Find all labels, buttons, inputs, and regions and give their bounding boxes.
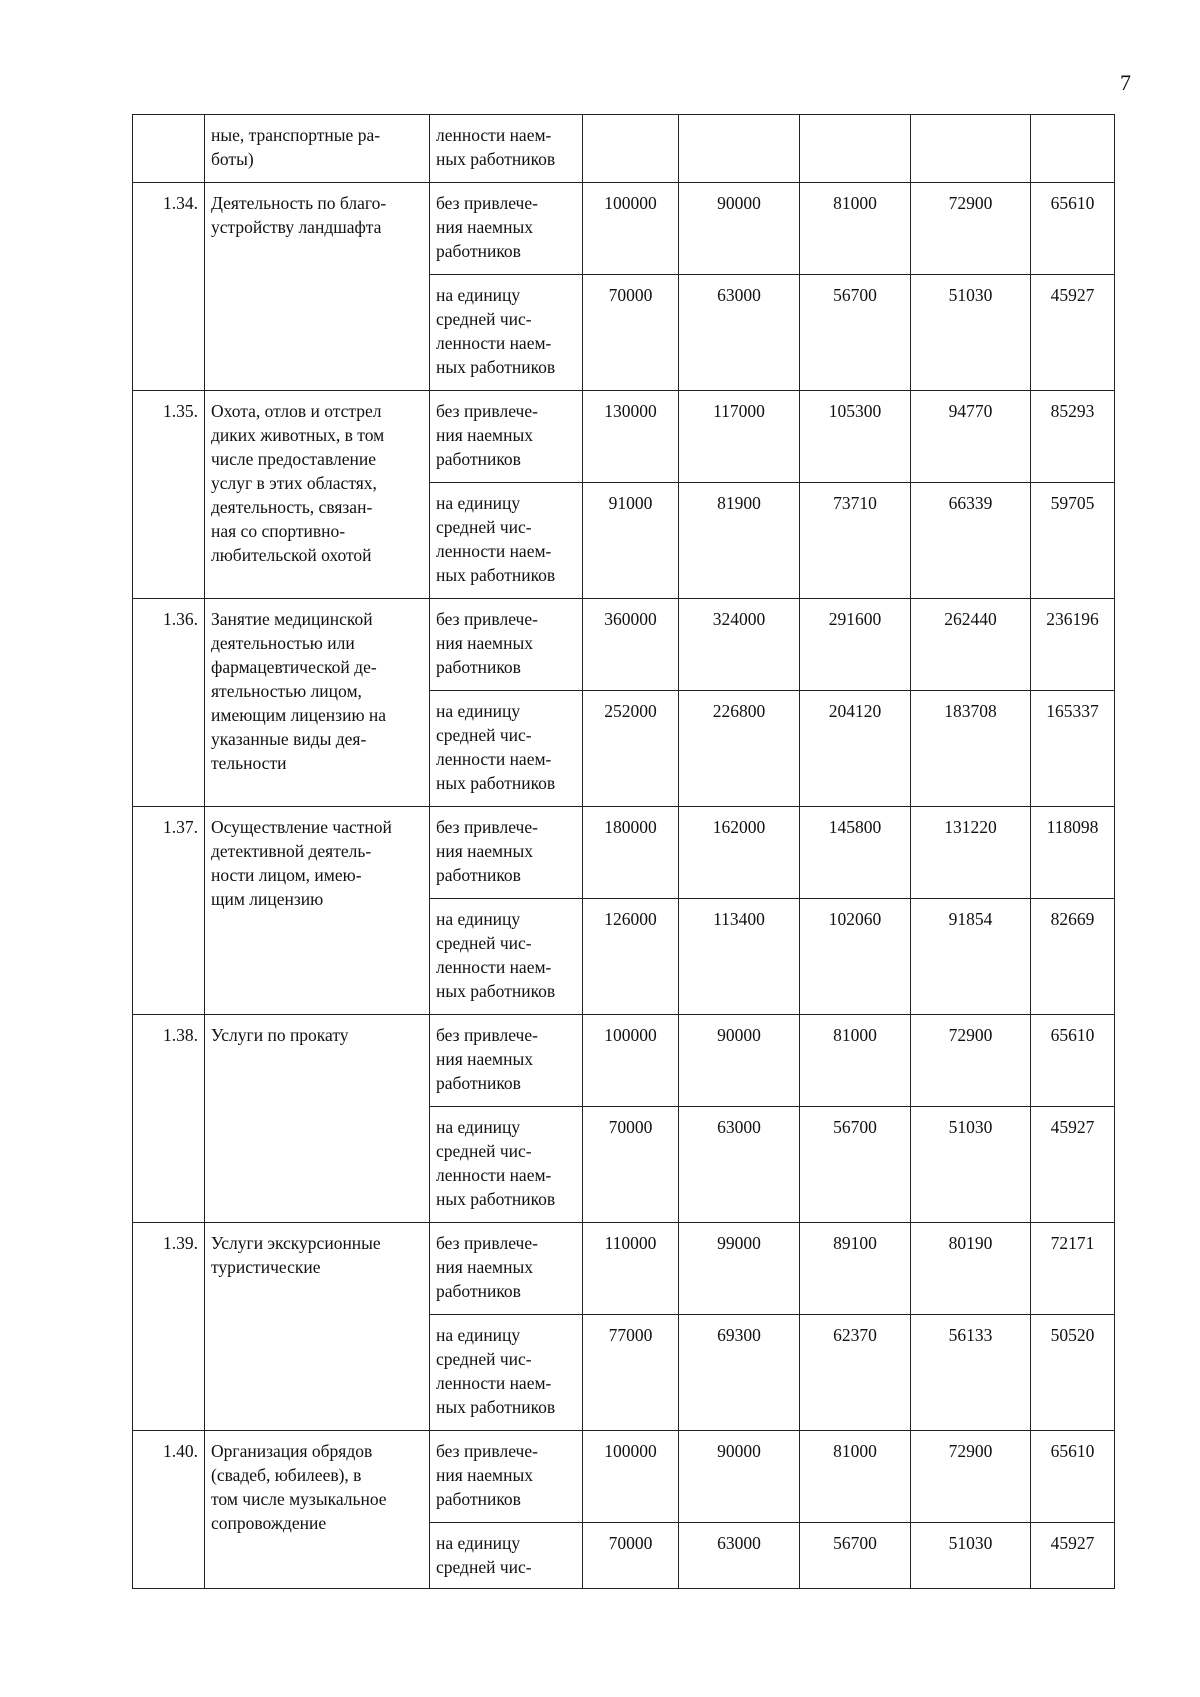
condition-line: ных работников [436, 981, 556, 1001]
activity-name-line: (свадеб, юбилеев), в [211, 1465, 362, 1485]
activity-name-line: диких животных, в том [211, 425, 385, 445]
table-row [133, 1015, 1115, 1107]
activity-name-line: фармацевтической де- [211, 657, 377, 677]
value-cell: 165337 [1031, 691, 1115, 807]
condition-line: ленности наем- [436, 1165, 552, 1185]
value-cell: 126000 [583, 899, 679, 1015]
activity-name-line: числе предоставление [211, 449, 376, 469]
condition-line: средней чис- [436, 1349, 532, 1369]
value-cell: 56133 [911, 1315, 1031, 1431]
tariff-table [132, 114, 1115, 1589]
condition-cell [430, 807, 583, 899]
activity-name-line: Осуществление частной [211, 817, 392, 837]
condition-line: ленности наем- [436, 541, 552, 561]
condition-line: средней чис- [436, 517, 532, 537]
condition-line: на единицу [436, 285, 521, 305]
activity-name-cell [205, 1431, 430, 1589]
table-row [133, 1223, 1115, 1315]
value-cell: 65610 [1031, 1431, 1115, 1523]
value-cell: 94770 [911, 391, 1031, 483]
activity-name-line: туристические [211, 1257, 321, 1277]
condition-cell [430, 115, 583, 183]
value-cell: 183708 [911, 691, 1031, 807]
row-number-cell: 1.36. [133, 599, 205, 807]
condition-cell [430, 599, 583, 691]
condition-line: средней чис- [436, 725, 532, 745]
table-row [133, 599, 1115, 691]
value-cell: 89100 [800, 1223, 911, 1315]
value-cell [679, 115, 800, 183]
value-cell: 226800 [679, 691, 800, 807]
value-cell: 72900 [911, 183, 1031, 275]
value-cell: 262440 [911, 599, 1031, 691]
value-cell: 130000 [583, 391, 679, 483]
activity-name-line: том числе музыкальное [211, 1489, 387, 1509]
condition-line: работников [436, 865, 521, 885]
row-number-cell: 1.38. [133, 1015, 205, 1223]
value-cell: 70000 [583, 1107, 679, 1223]
value-cell: 70000 [583, 1523, 679, 1589]
activity-name-line: указанные виды дея- [211, 729, 367, 749]
condition-line: на единицу [436, 701, 521, 721]
value-cell: 51030 [911, 1107, 1031, 1223]
condition-line: ния наемных [436, 1257, 534, 1277]
activity-name-line: имеющим лицензию на [211, 705, 387, 725]
value-cell: 117000 [679, 391, 800, 483]
value-cell: 72900 [911, 1431, 1031, 1523]
value-cell: 291600 [800, 599, 911, 691]
value-cell: 63000 [679, 1523, 800, 1589]
activity-name-line: Организация обрядов [211, 1441, 373, 1461]
condition-line: ленности наем- [436, 749, 552, 769]
value-cell [583, 115, 679, 183]
activity-name-cell [205, 1015, 430, 1223]
condition-line: средней чис- [436, 309, 532, 329]
value-cell: 90000 [679, 183, 800, 275]
activity-name-line: Занятие медицинской [211, 609, 373, 629]
activity-name-line: услуг в этих областях, [211, 473, 377, 493]
condition-line: без привлече- [436, 1025, 538, 1045]
value-cell: 162000 [679, 807, 800, 899]
value-cell: 66339 [911, 483, 1031, 599]
activity-name-cell [205, 391, 430, 599]
row-number-cell: 1.39. [133, 1223, 205, 1431]
condition-cell [430, 483, 583, 599]
condition-line: ния наемных [436, 1465, 534, 1485]
activity-name-cell [205, 115, 430, 183]
condition-line: на единицу [436, 493, 521, 513]
value-cell: 50520 [1031, 1315, 1115, 1431]
value-cell: 72171 [1031, 1223, 1115, 1315]
value-cell: 62370 [800, 1315, 911, 1431]
value-cell: 69300 [679, 1315, 800, 1431]
value-cell [1031, 115, 1115, 183]
condition-line: ния наемных [436, 425, 534, 445]
condition-cell [430, 899, 583, 1015]
value-cell: 100000 [583, 183, 679, 275]
activity-name-line: деятельность, связан- [211, 497, 373, 517]
value-cell: 91854 [911, 899, 1031, 1015]
table-row [133, 115, 1115, 183]
value-cell: 85293 [1031, 391, 1115, 483]
activity-name-line: ности лицом, имею- [211, 865, 362, 885]
table-row [133, 183, 1115, 275]
activity-name-line: ные, транспортные ра- [211, 125, 381, 145]
value-cell: 82669 [1031, 899, 1115, 1015]
activity-name-cell [205, 599, 430, 807]
value-cell: 204120 [800, 691, 911, 807]
condition-cell [430, 1223, 583, 1315]
value-cell: 324000 [679, 599, 800, 691]
condition-line: ных работников [436, 149, 556, 169]
condition-cell [430, 1107, 583, 1223]
condition-line: без привлече- [436, 401, 538, 421]
value-cell: 45927 [1031, 1523, 1115, 1589]
condition-line: ния наемных [436, 217, 534, 237]
condition-line: ных работников [436, 1189, 556, 1209]
condition-line: без привлече- [436, 1441, 538, 1461]
condition-line: работников [436, 449, 521, 469]
activity-name-line: ная со спортивно- [211, 521, 346, 541]
activity-name-line: Услуги по прокату [211, 1025, 349, 1045]
condition-line: ных работников [436, 357, 556, 377]
value-cell: 90000 [679, 1015, 800, 1107]
condition-line: ных работников [436, 773, 556, 793]
page-number: 7 [1120, 70, 1131, 95]
activity-name-line: тельности [211, 753, 287, 773]
value-cell: 56700 [800, 1107, 911, 1223]
condition-cell [430, 1523, 583, 1589]
condition-line: на единицу [436, 1325, 521, 1345]
activity-name-cell [205, 807, 430, 1015]
value-cell: 63000 [679, 275, 800, 391]
value-cell: 236196 [1031, 599, 1115, 691]
activity-name-line: щим лицензию [211, 889, 324, 909]
condition-cell [430, 1015, 583, 1107]
value-cell: 56700 [800, 275, 911, 391]
condition-line: ленности наем- [436, 333, 552, 353]
condition-line: без привлече- [436, 193, 538, 213]
condition-cell [430, 391, 583, 483]
condition-line: без привлече- [436, 1233, 538, 1253]
value-cell [911, 115, 1031, 183]
activity-name-line: любительской охотой [211, 545, 372, 565]
value-cell: 81000 [800, 1015, 911, 1107]
condition-line: работников [436, 241, 521, 261]
value-cell: 91000 [583, 483, 679, 599]
activity-name-line: Охота, отлов и отстрел [211, 401, 382, 421]
condition-line: средней чис- [436, 1141, 532, 1161]
condition-line: на единицу [436, 1533, 521, 1553]
activity-name-line: устройству ландшафта [211, 217, 382, 237]
condition-line: ленности наем- [436, 125, 552, 145]
value-cell: 180000 [583, 807, 679, 899]
condition-line: работников [436, 1073, 521, 1093]
condition-line: на единицу [436, 1117, 521, 1137]
value-cell: 90000 [679, 1431, 800, 1523]
condition-line: ния наемных [436, 633, 534, 653]
condition-line: ленности наем- [436, 1373, 552, 1393]
value-cell: 81000 [800, 1431, 911, 1523]
table-row [133, 391, 1115, 483]
condition-cell [430, 691, 583, 807]
row-number-cell: 1.40. [133, 1431, 205, 1589]
value-cell: 110000 [583, 1223, 679, 1315]
row-number-cell: 1.35. [133, 391, 205, 599]
value-cell: 81900 [679, 483, 800, 599]
value-cell: 252000 [583, 691, 679, 807]
condition-line: ных работников [436, 565, 556, 585]
condition-line: ния наемных [436, 841, 534, 861]
value-cell: 131220 [911, 807, 1031, 899]
value-cell: 45927 [1031, 275, 1115, 391]
condition-cell [430, 1315, 583, 1431]
value-cell: 70000 [583, 275, 679, 391]
activity-name-cell [205, 1223, 430, 1431]
value-cell: 99000 [679, 1223, 800, 1315]
condition-cell [430, 1431, 583, 1523]
condition-line: работников [436, 1489, 521, 1509]
condition-line: ленности наем- [436, 957, 552, 977]
value-cell: 65610 [1031, 1015, 1115, 1107]
value-cell: 113400 [679, 899, 800, 1015]
activity-name-line: сопровождение [211, 1513, 327, 1533]
value-cell: 100000 [583, 1015, 679, 1107]
condition-line: без привлече- [436, 817, 538, 837]
value-cell: 72900 [911, 1015, 1031, 1107]
value-cell: 51030 [911, 275, 1031, 391]
activity-name-line: боты) [211, 149, 254, 169]
activity-name-line: детективной деятель- [211, 841, 372, 861]
condition-line: без привлече- [436, 609, 538, 629]
value-cell: 77000 [583, 1315, 679, 1431]
condition-cell [430, 183, 583, 275]
value-cell: 145800 [800, 807, 911, 899]
table-body [133, 115, 1115, 1589]
value-cell: 80190 [911, 1223, 1031, 1315]
condition-line: ных работников [436, 1397, 556, 1417]
condition-line: средней чис- [436, 933, 532, 953]
activity-name-line: Деятельность по благо- [211, 193, 387, 213]
condition-line: работников [436, 1281, 521, 1301]
condition-line: работников [436, 657, 521, 677]
value-cell: 45927 [1031, 1107, 1115, 1223]
row-number-cell: 1.34. [133, 183, 205, 391]
row-number-cell [133, 115, 205, 183]
table-row [133, 1431, 1115, 1523]
value-cell: 100000 [583, 1431, 679, 1523]
value-cell: 105300 [800, 391, 911, 483]
value-cell: 118098 [1031, 807, 1115, 899]
activity-name-line: ятельностью лицом, [211, 681, 362, 701]
activity-name-cell [205, 183, 430, 391]
value-cell: 59705 [1031, 483, 1115, 599]
value-cell: 73710 [800, 483, 911, 599]
activity-name-line: деятельностью или [211, 633, 355, 653]
condition-line: на единицу [436, 909, 521, 929]
value-cell: 51030 [911, 1523, 1031, 1589]
value-cell: 65610 [1031, 183, 1115, 275]
value-cell [800, 115, 911, 183]
condition-line: ния наемных [436, 1049, 534, 1069]
activity-name-line: Услуги экскурсионные [211, 1233, 381, 1253]
condition-cell [430, 275, 583, 391]
condition-line: средней чис- [436, 1557, 532, 1577]
value-cell: 102060 [800, 899, 911, 1015]
value-cell: 360000 [583, 599, 679, 691]
value-cell: 56700 [800, 1523, 911, 1589]
row-number-cell: 1.37. [133, 807, 205, 1015]
table-row [133, 807, 1115, 899]
value-cell: 63000 [679, 1107, 800, 1223]
value-cell: 81000 [800, 183, 911, 275]
